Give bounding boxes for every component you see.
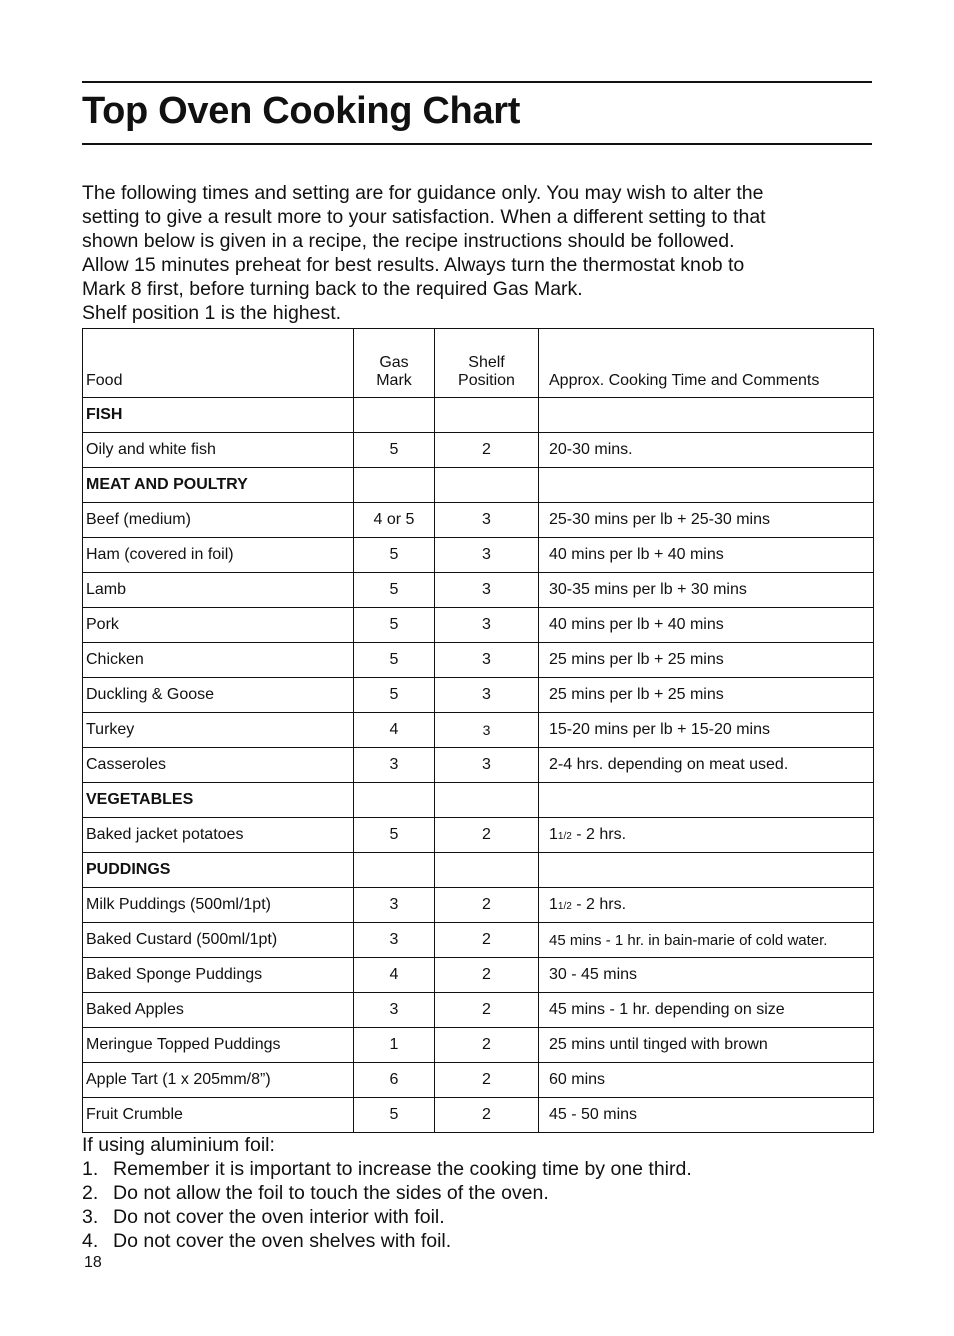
shelf-cell: 3 [435,538,539,573]
shelf-cell: 3 [435,573,539,608]
intro-line: Allow 15 minutes preheat for best results. Always turn the thermostat knob to [82,254,745,276]
category-row [83,853,874,888]
comment-cell [539,818,874,853]
comment-fraction: 1/2 [557,831,572,842]
shelf-cell: 2 [435,993,539,1028]
note-number: 4. [82,1230,99,1252]
comment-cell: 25 mins per lb + 25 mins [539,678,874,713]
table-row [83,503,874,538]
empty-cell [354,783,435,818]
gas-mark-cell: 3 [354,888,435,923]
note-text: Do not cover the oven shelves with foil. [113,1230,452,1252]
gas-mark-cell: 5 [354,643,435,678]
category-label: VEGETABLES [83,783,354,818]
comment-cell: 40 mins per lb + 40 mins [539,608,874,643]
note-text: Do not cover the oven interior with foil. [113,1206,445,1228]
comment-cell: 15-20 mins per lb + 15-20 mins [539,713,874,748]
title-bottom-rule [82,143,872,145]
table-row [83,958,874,993]
category-label: PUDDINGS [83,853,354,888]
table-row [83,923,874,958]
food-cell: Apple Tart (1 x 205mm/8”) [83,1063,354,1098]
category-label: FISH [83,398,354,433]
comment-cell: 30 - 45 mins [539,958,874,993]
note-item [82,1229,882,1253]
shelf-cell: 3 [435,608,539,643]
comment-cell: 60 mins [539,1063,874,1098]
gas-mark-cell: 5 [354,818,435,853]
gas-mark-cell: 3 [354,993,435,1028]
comment-whole: 1 [549,896,558,913]
shelf-cell: 2 [435,923,539,958]
table-header-row [83,329,874,398]
gas-mark-cell: 5 [354,1098,435,1133]
shelf-cell: 2 [435,888,539,923]
gas-mark-cell: 4 or 5 [354,503,435,538]
food-cell: Duckling & Goose [83,678,354,713]
table-row [83,748,874,783]
table-row [83,888,874,923]
comment-cell: 45 mins - 1 hr. depending on size [539,993,874,1028]
comment-cell [539,888,874,923]
gas-mark-cell: 4 [354,713,435,748]
note-item [82,1205,882,1229]
intro-line: setting to give a result more to your satisfaction. When a different setting to that [82,206,766,228]
page-title: Top Oven Cooking Chart [82,90,521,132]
shelf-cell: 3 [435,678,539,713]
note-item [82,1181,882,1205]
shelf-cell: 2 [435,818,539,853]
note-number: 1. [82,1158,99,1180]
gas-mark-cell: 5 [354,573,435,608]
comment-cell: 40 mins per lb + 40 mins [539,538,874,573]
table-row [83,993,874,1028]
table-row [83,608,874,643]
empty-cell [539,468,874,503]
title-top-rule [82,81,872,83]
food-cell: Pork [83,608,354,643]
empty-cell [539,398,874,433]
table-row [83,1098,874,1133]
intro-paragraph [82,181,882,325]
gas-mark-cell: 5 [354,433,435,468]
food-cell: Meringue Topped Puddings [83,1028,354,1063]
intro-line: Shelf position 1 is the highest. [82,302,342,324]
header-gas-line: Gas [379,354,409,371]
gas-mark-cell: 3 [354,748,435,783]
food-cell: Lamb [83,573,354,608]
note-number: 2. [82,1182,99,1204]
comment-cell: 45 - 50 mins [539,1098,874,1133]
category-row [83,398,874,433]
table-row [83,1063,874,1098]
food-cell: Baked Custard (500ml/1pt) [83,923,354,958]
comment-cell: 20-30 mins. [539,433,874,468]
food-cell: Chicken [83,643,354,678]
category-row [83,783,874,818]
comment-cell: 45 mins - 1 hr. in bain-marie of cold water. [539,923,874,958]
shelf-cell: 3 [435,713,539,748]
comment-cell: 2-4 hrs. depending on meat used. [539,748,874,783]
comment-cell: 25 mins until tinged with brown [539,1028,874,1063]
food-cell: Baked Apples [83,993,354,1028]
shelf-cell: 3 [435,748,539,783]
table-row [83,1028,874,1063]
comment-rest: - 2 hrs. [571,826,627,843]
shelf-cell: 2 [435,433,539,468]
intro-line: The following times and setting are for guidance only. You may wish to alter the [82,182,764,204]
food-cell: Turkey [83,713,354,748]
table-row [83,433,874,468]
comment-cell: 25 mins per lb + 25 mins [539,643,874,678]
empty-cell [435,468,539,503]
intro-line: shown below is given in a recipe, the recipe instructions should be followed. [82,230,735,252]
shelf-cell: 2 [435,1063,539,1098]
foil-notes [82,1133,882,1253]
shelf-cell: 2 [435,1028,539,1063]
empty-cell [539,783,874,818]
comment-whole: 1 [549,826,558,843]
comment-cell: 25-30 mins per lb + 25-30 mins [539,503,874,538]
shelf-cell: 3 [435,503,539,538]
shelf-cell: 2 [435,958,539,993]
table-row [83,643,874,678]
gas-mark-cell: 5 [354,678,435,713]
table-row [83,678,874,713]
category-label: MEAT AND POULTRY [83,468,354,503]
food-cell: Beef (medium) [83,503,354,538]
intro-line: Mark 8 first, before turning back to the required Gas Mark. [82,278,583,300]
food-cell: Baked Sponge Puddings [83,958,354,993]
header-shelf-line: Shelf [468,354,505,371]
note-item [82,1157,882,1181]
comment-rest: - 2 hrs. [571,896,627,913]
page-number: 18 [84,1254,102,1271]
header-shelf-line: Position [458,372,515,389]
comment-fraction: 1/2 [557,901,572,912]
gas-mark-cell: 5 [354,608,435,643]
cooking-chart-table [82,328,874,1133]
shelf-cell: 2 [435,1098,539,1133]
notes-heading: If using aluminium foil: [82,1134,275,1156]
gas-mark-cell: 4 [354,958,435,993]
empty-cell [354,468,435,503]
note-number: 3. [82,1206,99,1228]
table-row [83,573,874,608]
empty-cell [435,398,539,433]
table-row [83,538,874,573]
food-cell: Milk Puddings (500ml/1pt) [83,888,354,923]
empty-cell [539,853,874,888]
header-food: Food [83,329,354,398]
note-text: Remember it is important to increase the cooking time by one third. [113,1158,692,1180]
header-comment: Approx. Cooking Time and Comments [539,329,874,398]
food-cell: Oily and white fish [83,433,354,468]
food-cell: Fruit Crumble [83,1098,354,1133]
table-row [83,818,874,853]
gas-mark-cell: 3 [354,923,435,958]
gas-mark-cell: 6 [354,1063,435,1098]
food-cell: Baked jacket potatoes [83,818,354,853]
shelf-cell: 3 [435,643,539,678]
empty-cell [435,853,539,888]
food-cell: Casseroles [83,748,354,783]
header-gas-line: Mark [376,372,412,389]
category-row [83,468,874,503]
empty-cell [435,783,539,818]
gas-mark-cell: 1 [354,1028,435,1063]
empty-cell [354,853,435,888]
food-cell: Ham (covered in foil) [83,538,354,573]
header-gas-mark [354,329,435,398]
table-row [83,713,874,748]
note-text: Do not allow the foil to touch the sides of the oven. [113,1182,549,1204]
header-shelf-position [435,329,539,398]
comment-cell: 30-35 mins per lb + 30 mins [539,573,874,608]
empty-cell [354,398,435,433]
gas-mark-cell: 5 [354,538,435,573]
